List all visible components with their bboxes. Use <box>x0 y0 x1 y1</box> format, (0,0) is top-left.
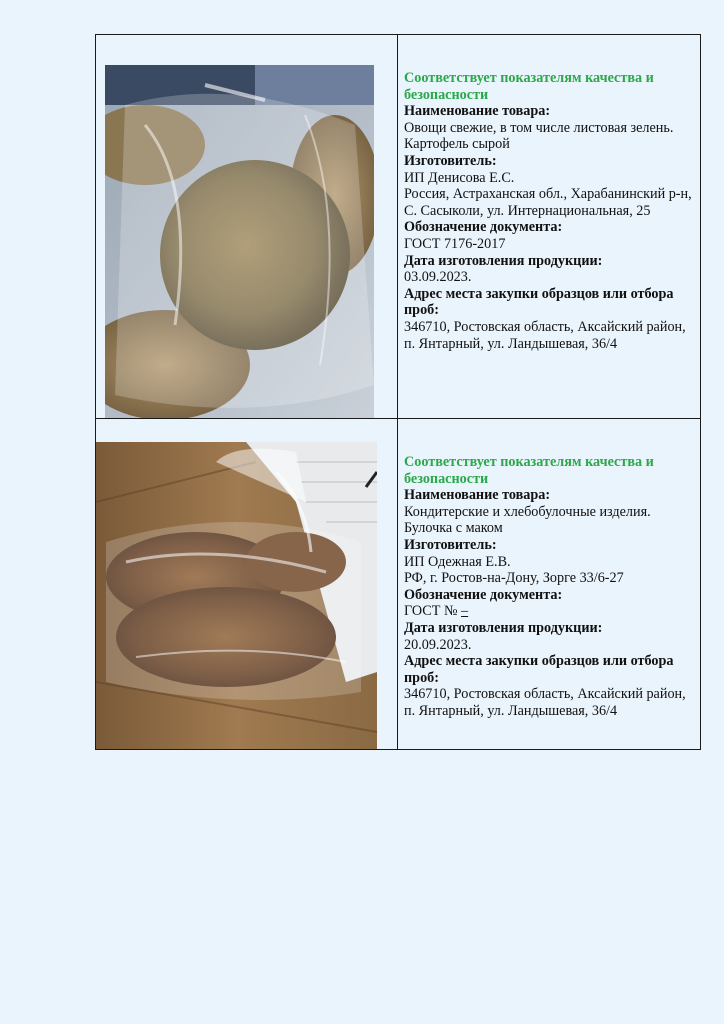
name-line-2: Булочка с маком <box>404 520 503 537</box>
table-row <box>96 35 701 419</box>
maker-line-2: Россия, Астраханская обл., Харабанинский р-н, <box>404 186 692 203</box>
maker-line-1: ИП Денисова Е.С. <box>404 169 515 186</box>
name-line-2: Картофель сырой <box>404 136 510 153</box>
name-label: Наименование товара: <box>404 103 551 120</box>
name-line-1: Кондитерские и хлебобулочные изделия. <box>404 503 651 520</box>
doc-prefix: ГОСТ № <box>404 603 458 620</box>
product-info <box>398 419 700 720</box>
doc-value <box>404 603 696 620</box>
table-row <box>96 419 701 750</box>
product-info-cell <box>398 419 701 750</box>
name-line-1: Овощи свежие, в том числе листовая зелень. <box>404 119 674 136</box>
products-table <box>95 34 701 750</box>
doc-label: Обозначение документа: <box>404 586 563 603</box>
bun-photo <box>96 442 377 749</box>
doc-number: – <box>461 603 469 620</box>
date-label: Дата изготовления продукции: <box>404 252 603 269</box>
address-value: 346710, Ростовская область, Аксайский район, п. Янтарный, ул. Ландышевая, 36/4 <box>404 686 686 719</box>
date-value: 20.09.2023. <box>404 636 472 653</box>
doc-label: Обозначение документа: <box>404 219 563 236</box>
date-value: 03.09.2023. <box>404 269 472 286</box>
maker-line-2: РФ, г. Ростов-на-Дону, Зорге 33/6-27 <box>404 570 624 587</box>
potatoes-photo <box>105 65 374 418</box>
doc-value: ГОСТ 7176-2017 <box>404 235 506 252</box>
address-label: Адрес места закупки образцов или отбора проб: <box>404 653 674 686</box>
address-value: 346710, Ростовская область, Аксайский район, п. Янтарный, ул. Ландышевая, 36/4 <box>404 318 686 352</box>
maker-line-3: С. Сасыколи, ул. Интернациональная, 25 <box>404 202 651 219</box>
photo-cell <box>96 35 398 419</box>
status-badge: Соответствует показателям качества и безопасности <box>404 454 654 487</box>
product-info <box>398 35 700 352</box>
photo-cell <box>96 419 398 750</box>
name-label: Наименование товара: <box>404 487 551 504</box>
maker-line-1: ИП Одежная Е.В. <box>404 553 511 570</box>
maker-label: Изготовитель: <box>404 152 497 169</box>
status-badge: Соответствует показателям качества и безопасности <box>404 70 654 103</box>
maker-label: Изготовитель: <box>404 536 497 553</box>
date-label: Дата изготовления продукции: <box>404 619 603 636</box>
address-label: Адрес места закупки образцов или отбора проб: <box>404 285 674 319</box>
product-info-cell <box>398 35 701 419</box>
